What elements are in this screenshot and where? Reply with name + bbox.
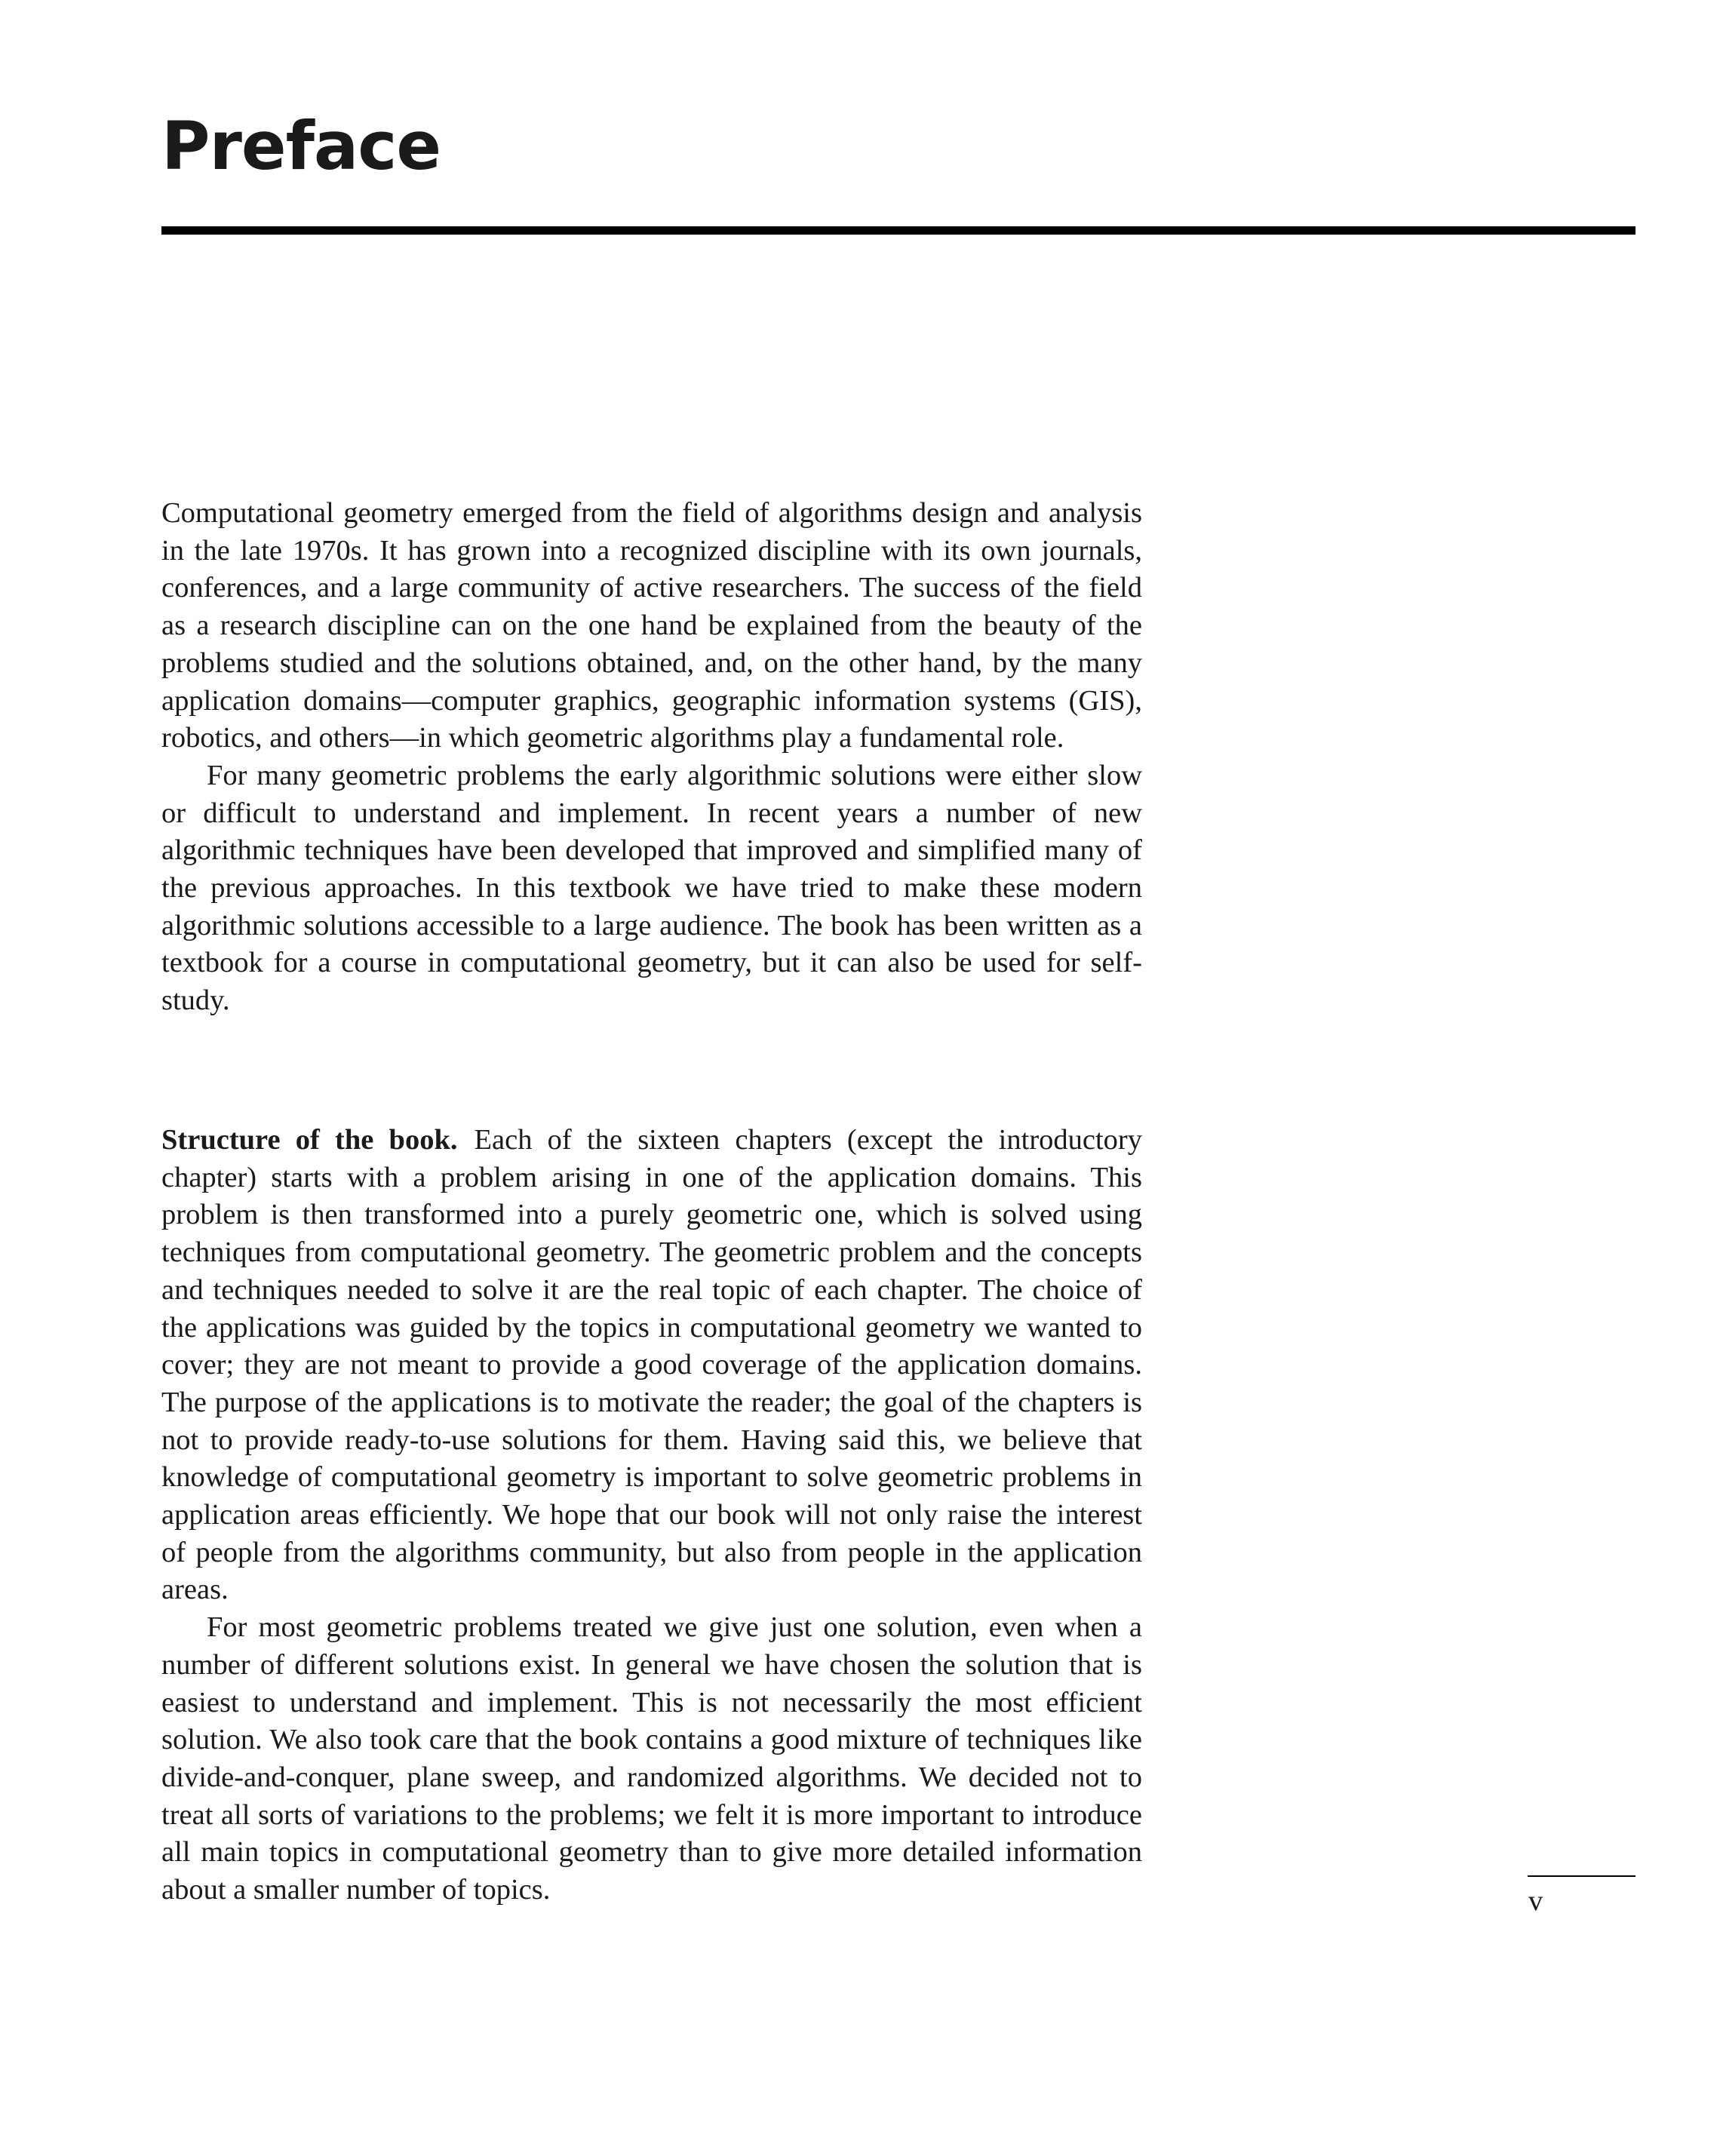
page-title: Preface — [161, 107, 441, 185]
intro-paragraph: Computational geometry emerged from the field of algorithms design and analysis in the late 1970s. It has grown into a recognized discipline with its own journals, conferences, and a large community of active researchers. The success of the field as a research discipline can on the one hand be explained from the beauty of the problems studied and the solutions obtained, and, on the other hand, by the many application domains—computer graphics, geographic information systems (GIS), robotics, and others—in which geometric algorithms play a fundamental role. — [161, 497, 1142, 754]
structure-section — [161, 1122, 1142, 1909]
page-number: v — [1528, 1885, 1543, 1917]
solutions-paragraph: For most geometric problems treated we give just one solution, even when a number of different solutions exist. In general we have chosen the solution that is easiest to understand and implement. This is not necessarily the most efficient solution. We also took care that the book contains a good mixture of techniques like divide-and-conquer, plane sweep, and randomized algorithms. We decided not to treat all sorts of variations to the problems; we felt it is more important to introduce all main topics in computational geometry than to give more detailed information about a smaller number of topics. — [161, 1611, 1142, 1906]
title-rule — [161, 226, 1636, 235]
structure-heading: Structure of the book. — [161, 1124, 458, 1156]
intro-section — [161, 495, 1142, 1020]
structure-paragraph — [161, 1122, 1142, 1609]
second-paragraph: For many geometric problems the early algorithmic solutions were either slow or difficult to understand and implement. In recent years a number of new algorithmic techniques have been developed that improved and simplified many of the previous approaches. In this textbook we have tried to make these modern algorithmic solutions accessible to a large audience. The book has been written as a textbook for a course in computational geometry, but it can also be used for self-study. — [161, 759, 1142, 1017]
structure-text: Each of the sixteen chapters (except the introductory chapter) starts with a problem arising in one of the application domains. This problem is then transformed into a purely geometric one, which is solved using techniques from computational geometry. The geometric problem and the concepts and techniques needed to solve it are the real topic of each chapter. The choice of the applications was guided by the topics in computational geometry we wanted to cover; they are not meant to provide a good coverage of the application domains. The purpose of the applications is to motivate the reader; the goal of the chapters is not to provide ready-to-use solutions for them. Having said this, we believe that knowledge of computational geometry is important to solve geometric problems in application areas efficiently. We hope that our book will not only raise the interest of people from the algorithms community, but also from people in the application areas. — [161, 1124, 1142, 1606]
page-number-rule — [1528, 1875, 1636, 1877]
